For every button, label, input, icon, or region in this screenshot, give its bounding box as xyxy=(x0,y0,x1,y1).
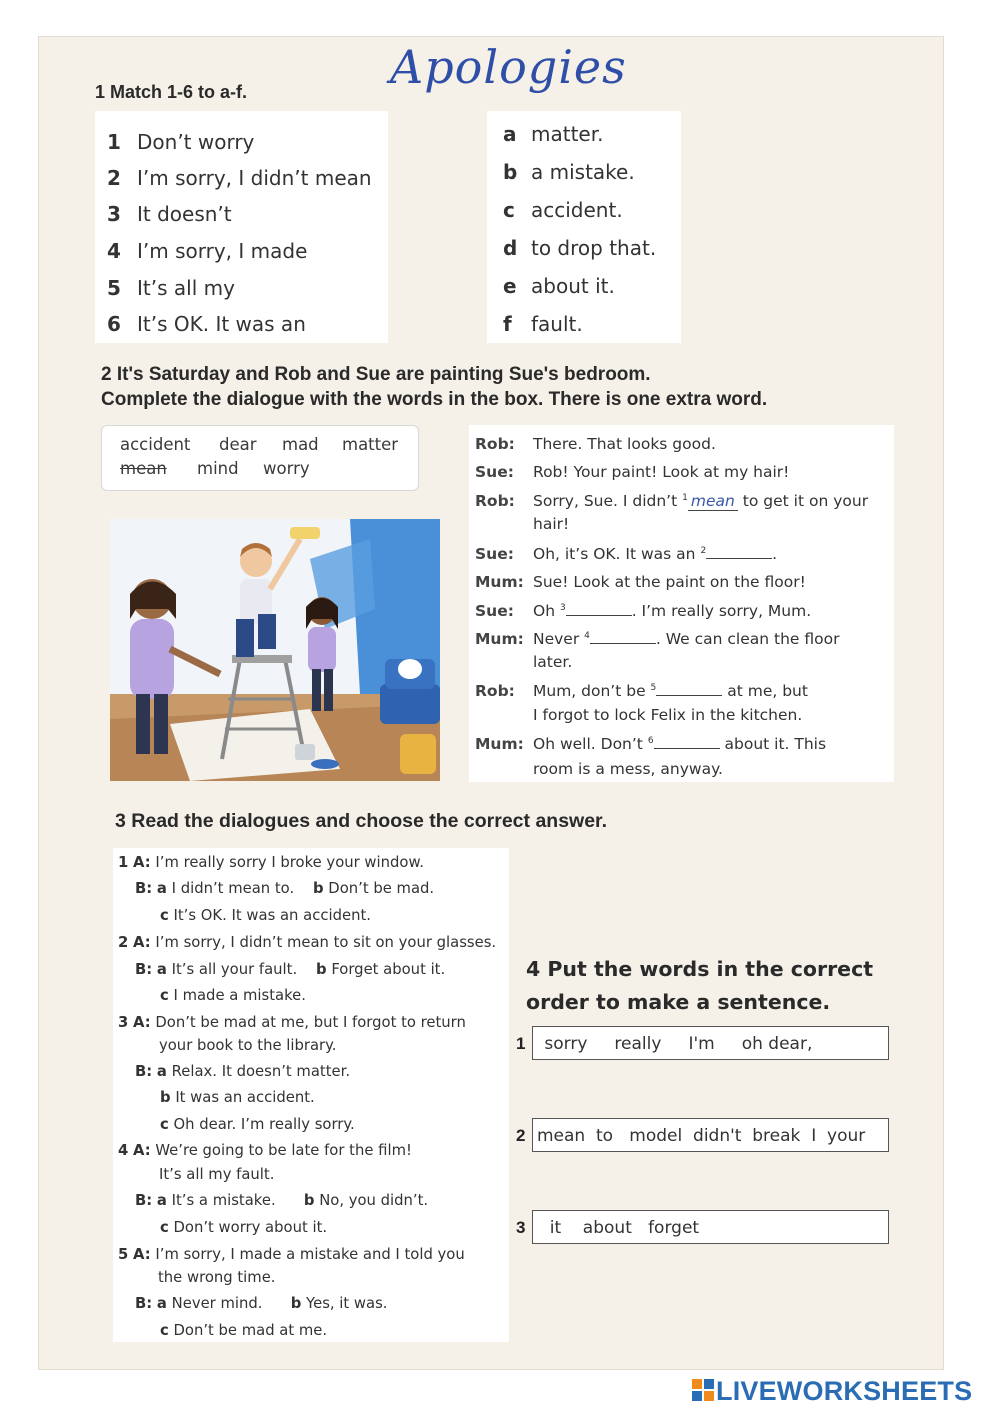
q4-option-b[interactable]: b xyxy=(303,1192,315,1209)
dialogue-line: Mum: Never $^4$ . We can clean the floor xyxy=(475,630,840,648)
q3-option-b[interactable]: b It was an accident. xyxy=(160,1089,315,1106)
answer-6-blank[interactable] xyxy=(654,734,720,749)
q4-question: 4 A: We’re going to be late for the film! xyxy=(118,1142,412,1159)
q2-option-c[interactable]: c I made a mistake. xyxy=(160,987,306,1004)
section2-heading-line1: 2 It's Saturday and Rob and Sue are painting Sue's bedroom. xyxy=(101,364,651,385)
q2-question: 2 A: I’m sorry, I didn’t mean to sit on your glasses. xyxy=(118,934,497,951)
q4-option-c[interactable]: c Don’t worry about it. xyxy=(160,1219,328,1236)
q5-options-ab: B: a Never mind. b Yes, it was. xyxy=(135,1295,388,1312)
match-right-item: d to drop that. xyxy=(503,236,657,260)
answer-4-blank[interactable] xyxy=(590,629,656,644)
dialogue-line-continued: hair! xyxy=(533,515,570,533)
section3-heading: 3 Read the dialogues and choose the correct answer. xyxy=(115,810,607,832)
painting-scene-image xyxy=(110,519,440,781)
dialogue-line: Mum: Oh well. Don’t $^6$ about it. This xyxy=(475,735,827,753)
q1-option-a[interactable]: a xyxy=(156,880,167,897)
match-right-item: f fault. xyxy=(503,312,583,336)
word-box-item: dear xyxy=(219,435,257,454)
q2-option-b[interactable]: b xyxy=(316,961,327,978)
match-left-item: 6 It’s OK. It was an xyxy=(107,312,306,336)
section2-heading-line2: Complete the dialogue with the words in the box. There is one extra word. xyxy=(101,389,768,410)
dialogue-line: Rob: Sorry, Sue. I didn’t $^1$ mean to get it on your xyxy=(475,492,869,510)
q3-option-a[interactable]: B: a Relax. It doesn’t matter. xyxy=(135,1063,351,1080)
answer-1-filled[interactable]: mean xyxy=(688,492,738,511)
q2-options-ab: B: a It’s all your fault. b Forget about it. xyxy=(135,961,446,978)
word-box-item: worry xyxy=(263,459,310,478)
word-box-item-used: mean xyxy=(120,459,167,478)
dialogue-line: Sue: Oh $^3$ . I’m really sorry, Mum. xyxy=(475,602,812,620)
q5-option-b[interactable]: b xyxy=(290,1295,302,1312)
answer-5-blank[interactable] xyxy=(656,681,722,696)
order-item-number: 1 xyxy=(516,1034,526,1053)
dialogue-line: Mum: Sue! Look at the paint on the floor! xyxy=(475,573,806,591)
order-item-number: 3 xyxy=(516,1218,526,1237)
dialogue-line: Rob: Mum, don’t be $^5$ at me, but xyxy=(475,682,808,700)
q5-question-cont: the wrong time. xyxy=(158,1269,276,1286)
q2-option-a[interactable]: a xyxy=(156,961,167,978)
worksheet-title: Apologies xyxy=(390,40,627,94)
match-left-item: 1 Don’t worry xyxy=(107,130,255,154)
q1-options-ab: B: a I didn’t mean to. b Don’t be mad. xyxy=(135,880,435,897)
match-left-item: 5 It’s all my xyxy=(107,276,235,300)
dialogue-line: Sue: Oh, it’s OK. It was an $^2$ . xyxy=(475,545,778,563)
q5-question: 5 A: I’m sorry, I made a mistake and I told you xyxy=(118,1246,465,1263)
match-right-item: c accident. xyxy=(503,198,623,222)
order-item-box[interactable]: mean to model didn't break I your xyxy=(532,1118,889,1152)
liveworksheets-logo xyxy=(692,1376,972,1406)
match-left-item: 3 It doesn’t xyxy=(107,202,232,226)
dialogue-line-continued: later. xyxy=(533,653,573,671)
liveworksheets-logo-icon xyxy=(692,1379,714,1403)
dialogue-line-continued: room is a mess, anyway. xyxy=(533,760,723,778)
match-left-item: 2 I’m sorry, I didn’t mean xyxy=(107,166,372,190)
q3-question: 3 A: Don’t be mad at me, but I forgot to return xyxy=(118,1014,466,1031)
dialogue-line: Sue: Rob! Your paint! Look at my hair! xyxy=(475,463,790,481)
q4-option-a[interactable]: a xyxy=(156,1192,167,1209)
q3-option-c[interactable]: c Oh dear. I’m really sorry. xyxy=(160,1116,355,1133)
word-box-item: matter xyxy=(342,435,399,454)
dialogue-line: Rob: There. That looks good. xyxy=(475,435,716,453)
q3-question-cont: your book to the library. xyxy=(159,1037,337,1054)
section1-heading: 1 Match 1-6 to a-f. xyxy=(95,82,248,102)
section4-heading-line2: order to make a sentence. xyxy=(526,990,831,1014)
answer-2-blank[interactable] xyxy=(706,544,772,559)
q5-option-c[interactable]: c Don’t be mad at me. xyxy=(160,1322,328,1339)
dialogue-line-continued: I forgot to lock Felix in the kitchen. xyxy=(533,706,803,724)
match-right-item: e about it. xyxy=(503,274,615,298)
word-box-item: mind xyxy=(197,459,239,478)
match-right-item: a matter. xyxy=(503,122,604,146)
word-box-item: mad xyxy=(282,435,319,454)
section4-heading-line1: 4 Put the words in the correct xyxy=(526,957,874,981)
answer-3-blank[interactable] xyxy=(566,601,632,616)
match-right-item: b a mistake. xyxy=(503,160,635,184)
order-item-box[interactable]: it about forget xyxy=(532,1210,889,1244)
word-box-item: accident xyxy=(120,435,191,454)
match-left-item: 4 I’m sorry, I made xyxy=(107,239,308,263)
q5-option-a[interactable]: a xyxy=(156,1295,167,1312)
q1-option-b[interactable]: b xyxy=(312,880,324,897)
q1-option-c[interactable]: c It’s OK. It was an accident. xyxy=(160,907,371,924)
painting-illustration xyxy=(110,519,440,781)
order-item-number: 2 xyxy=(516,1126,526,1145)
order-item-box[interactable]: sorry really I'm oh dear, xyxy=(532,1026,889,1060)
q4-question-cont: It’s all my fault. xyxy=(159,1166,275,1183)
q1-question: 1 A: I’m really sorry I broke your window. xyxy=(118,854,424,871)
liveworksheets-brand: LIVEWORKSHEETS xyxy=(716,1375,973,1406)
q4-options-ab: B: a It’s a mistake. b No, you didn’t. xyxy=(135,1192,429,1209)
